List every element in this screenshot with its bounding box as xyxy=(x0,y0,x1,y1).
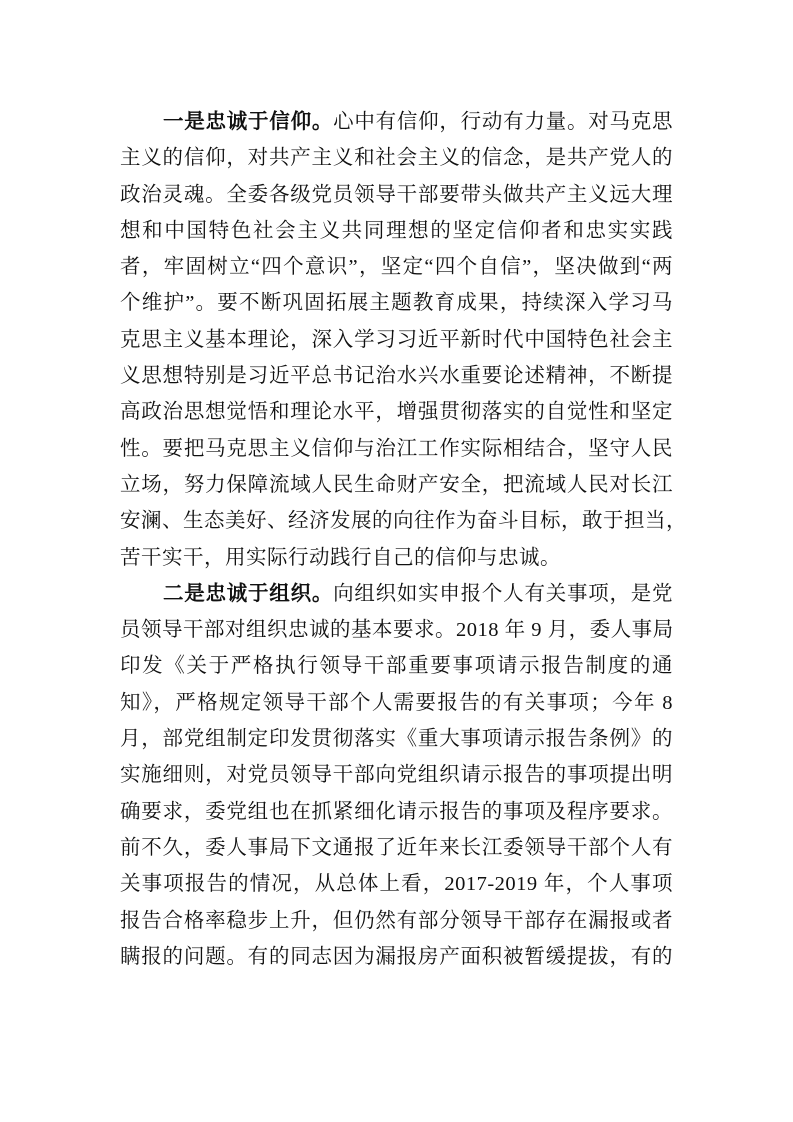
text-line xyxy=(120,576,673,612)
text-line: 关事项报告的情况，从总体上看，2017-2019 年，个人事项 xyxy=(120,873,673,896)
text-line: 报告合格率稳步上升，但仍然有部分领导干部存在漏报或者 xyxy=(120,909,673,932)
text-line: 员领导干部对组织忠诚的基本要求。2018 年 9 月，委人事局 xyxy=(120,619,674,642)
text-line: 政治灵魂。全委各级党员领导干部要带头做共产主义远大理 xyxy=(120,183,673,206)
text-line: 个维护”。要不断巩固拓展主题教育成果，持续深入学习马 xyxy=(120,292,673,315)
line-text: 心中有信仰，行动有力量。对马克思 xyxy=(333,111,674,133)
text-line: 安澜、生态美好、经济发展的向往作为奋斗目标，敢于担当， xyxy=(120,510,687,533)
text-line: 印发《关于严格执行领导干部重要事项请示报告制度的通 xyxy=(120,655,673,678)
text-line: 苦干实干，用实际行动践行自己的信仰与忠诚。 xyxy=(120,546,561,569)
text-line: 者，牢固树立“四个意识”，坚定“四个自信”，坚决做到“两 xyxy=(120,256,673,279)
text-line: 确要求，委党组也在抓紧细化请示报告的事项及程序要求。 xyxy=(120,800,673,823)
text-line: 月，部党组制定印发贯彻落实《重大事项请示报告条例》的 xyxy=(120,728,673,751)
text-line: 知》，严格规定领导干部个人需要报告的有关事项；今年 8 xyxy=(120,691,673,714)
text-line: 主义的信仰，对共产主义和社会主义的信念，是共产党人的 xyxy=(120,147,673,170)
text-line: 想和中国特色社会主义共同理想的坚定信仰者和忠实实践 xyxy=(120,219,673,242)
text-line: 性。要把马克思主义信仰与治江工作实际相结合，坚守人民 xyxy=(120,437,673,460)
text-line: 高政治思想觉悟和理论水平，增强贯彻落实的自觉性和坚定 xyxy=(120,401,673,424)
text-line: 义思想特别是习近平总书记治水兴水重要论述精神，不断提 xyxy=(120,365,673,388)
paragraph-loyalty-to-organization xyxy=(120,576,673,975)
document-page xyxy=(120,104,687,975)
line-text: 向组织如实申报个人有关事项，是党 xyxy=(333,582,674,605)
paragraph-loyalty-to-belief xyxy=(120,104,687,576)
paragraph-lead: 二是忠诚于组织。 xyxy=(163,582,334,605)
text-line xyxy=(120,104,673,140)
text-line: 实施细则，对党员领导干部向党组织请示报告的事项提出明 xyxy=(120,764,673,787)
text-line: 立场，努力保障流域人民生命财产安全，把流域人民对长江 xyxy=(120,473,673,496)
text-line: 瞒报的问题。有的同志因为漏报房产面积被暂缓提拔，有的 xyxy=(120,945,673,968)
text-line: 克思主义基本理论，深入学习习近平新时代中国特色社会主 xyxy=(120,328,673,351)
paragraph-lead: 一是忠诚于信仰。 xyxy=(163,111,334,133)
text-line: 前不久，委人事局下文通报了近年来长江委领导干部个人有 xyxy=(120,836,673,859)
